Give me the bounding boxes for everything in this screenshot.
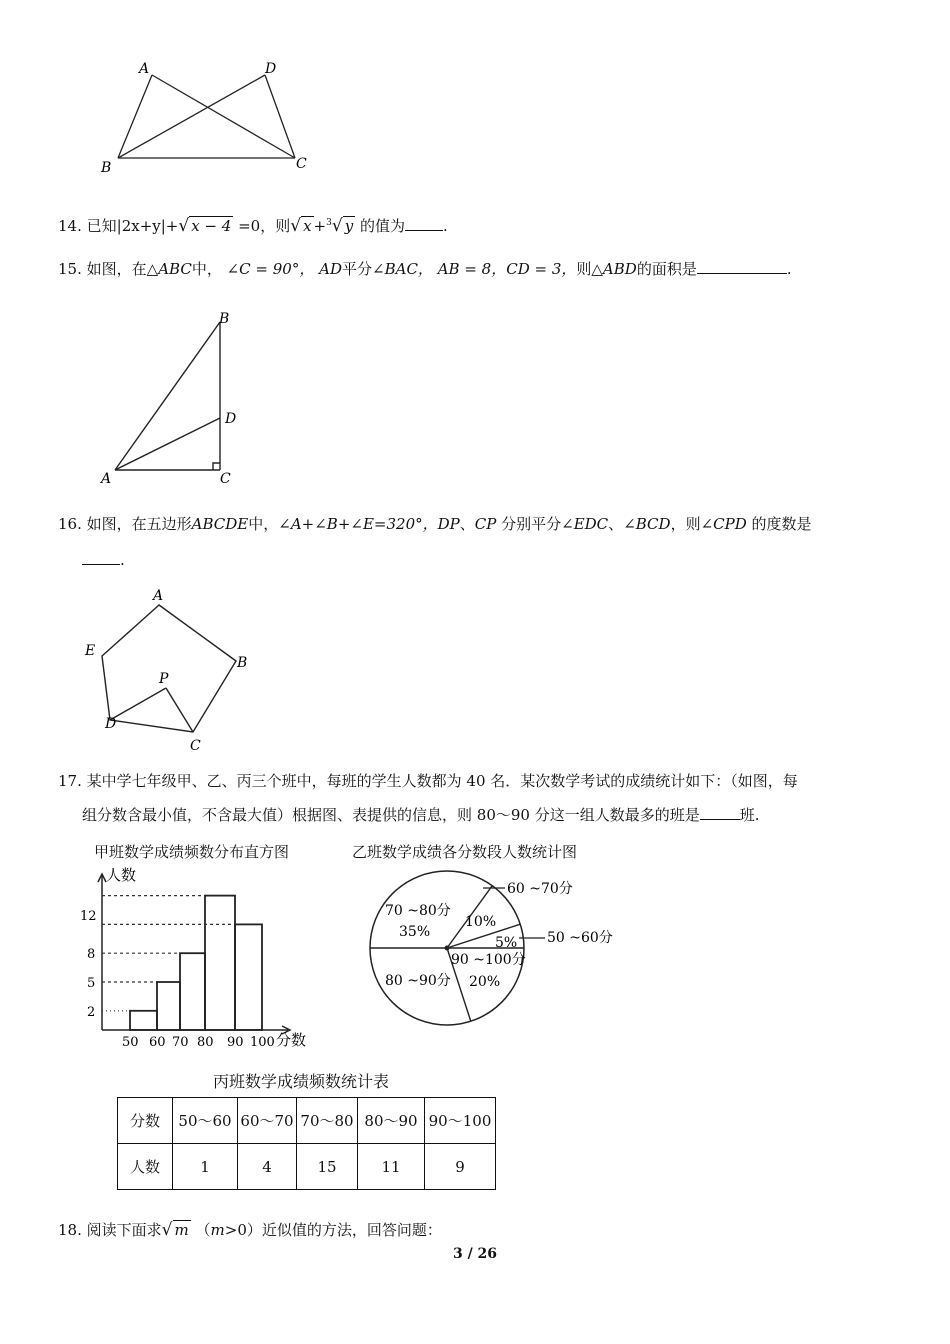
q14-text-post: 的值为 xyxy=(359,217,405,235)
question-number: 14. xyxy=(58,217,82,235)
answer-blank xyxy=(82,550,120,565)
q16-angle-cpd: ∠CPD xyxy=(700,515,747,533)
point-label-p: P xyxy=(159,671,169,687)
table-cell: 70～80 xyxy=(297,1098,358,1144)
q16-text-c: 分别平分 xyxy=(501,515,562,533)
q16-end: . xyxy=(120,551,125,569)
answer-blank xyxy=(697,259,787,274)
segment-bd xyxy=(118,75,265,158)
q16-angle-sum: ∠A+∠B+∠E=320°， xyxy=(278,515,438,533)
histogram-title: 甲班数学成绩频数分布直方图 xyxy=(94,843,290,861)
table-cell: 分数 xyxy=(118,1098,173,1144)
x-tick-label: 70 xyxy=(172,1035,189,1050)
table-cell: 人数 xyxy=(118,1144,173,1190)
q17-line-2-pre: 组分数含最小值，不含最大值）根据图、表提供的信息，则 80～90 分这一组人数最多的班是 xyxy=(82,806,700,824)
segment-cp xyxy=(166,688,193,732)
histogram-bar xyxy=(235,924,262,1030)
point-label-b: B xyxy=(101,160,112,176)
sqrt-symbol: √ xyxy=(331,216,343,236)
q16-sep: 、 xyxy=(459,515,475,533)
q17-line-1: 某中学七年级甲、乙、丙三个班中，每班的学生人数都为 40 名．某次数学考试的成绩统计如下：（如图，每 xyxy=(86,772,798,790)
q15-text-d: 则 xyxy=(576,260,592,278)
q16-angle-bcd: ∠BCD xyxy=(623,515,671,533)
figure-13-diagram xyxy=(95,55,325,180)
q16-cp: CP xyxy=(474,515,497,533)
sqrt-symbol: √ xyxy=(178,216,190,236)
sqrt-symbol: √ xyxy=(290,216,302,236)
q16-text-d: ，则 xyxy=(670,515,701,533)
q14-text-pre: 已知|2x+y|+ xyxy=(86,217,179,235)
q16-text-b: 中， xyxy=(248,515,279,533)
pie-slice-name: 90 ~100分 xyxy=(451,952,526,968)
q16-sep2: 、 xyxy=(608,515,624,533)
q17-line-2-post: 班. xyxy=(739,806,760,824)
q14-radicand-2: x xyxy=(303,217,312,235)
x-tick-label: 60 xyxy=(149,1035,166,1050)
q15-angle-c: ∠C = 90°， xyxy=(226,260,315,278)
point-label-c: C xyxy=(220,471,231,487)
right-angle-mark xyxy=(213,463,220,470)
answer-blank xyxy=(405,216,443,231)
q14-radicand-1: x − 4 xyxy=(191,217,232,235)
x-tick-label: 100 xyxy=(250,1035,275,1050)
q15-text-b: 中， xyxy=(191,260,222,278)
x-tick-label: 50 xyxy=(122,1035,139,1050)
question-15 xyxy=(58,258,792,280)
answer-blank xyxy=(700,805,740,820)
table-cell: 11 xyxy=(358,1144,425,1190)
table-cell: 9 xyxy=(425,1144,496,1190)
point-label-d: D xyxy=(105,716,117,732)
q15-text-c: 平分 xyxy=(342,260,373,278)
point-label-d: D xyxy=(265,61,277,77)
q14-plus: + xyxy=(313,217,327,235)
histogram-bar xyxy=(157,982,180,1030)
frequency-table xyxy=(117,1097,496,1190)
q16-text-e: 的度数是 xyxy=(751,515,812,533)
q15-text-a: 如图，在 xyxy=(86,260,147,278)
question-14 xyxy=(58,212,448,237)
q15-text-e: 的面积是 xyxy=(636,260,697,278)
question-number: 18. xyxy=(58,1221,82,1239)
table-cell: 1 xyxy=(173,1144,238,1190)
table-cell: 50～60 xyxy=(173,1098,238,1144)
y-axis-label: 人数 xyxy=(106,866,137,884)
q15-angle-bac: ∠BAC， xyxy=(372,260,433,278)
pie-chart-title: 乙班数学成绩各分数段人数统计图 xyxy=(352,843,578,861)
point-label-a: A xyxy=(101,471,112,487)
x-tick-label: 90 xyxy=(227,1035,244,1050)
y-tick-label: 2 xyxy=(87,1004,96,1020)
point-label-c: C xyxy=(296,156,307,172)
q18-cond-rest: >0）近似值的方法，回答问题： xyxy=(224,1221,442,1239)
table-cell: 90～100 xyxy=(425,1098,496,1144)
q16-dp: DP xyxy=(437,515,460,533)
segment-ab xyxy=(115,322,220,470)
table-cell: 15 xyxy=(297,1144,358,1190)
question-number: 16. xyxy=(58,515,82,533)
pie-slice-name: 60 ~70分 xyxy=(507,881,573,897)
table-header-row xyxy=(118,1098,496,1144)
pie-slice-percent: 5% xyxy=(495,935,518,951)
question-16 xyxy=(58,513,812,535)
point-label-a: A xyxy=(139,61,150,77)
histogram-bar xyxy=(205,896,235,1030)
segment-dc xyxy=(265,75,295,158)
histogram-bar xyxy=(130,1011,157,1030)
question-17 xyxy=(58,770,798,792)
pie-center xyxy=(445,946,450,951)
segment-ab xyxy=(118,75,152,158)
q15-end: . xyxy=(786,260,792,278)
pie-slice-percent: 35% xyxy=(399,924,431,940)
pie-slice-name: 50 ~60分 xyxy=(547,930,613,946)
q15-ab: AB = 8， xyxy=(437,260,507,278)
q15-triangle-abd: △ABD xyxy=(591,260,637,278)
figure-15-diagram xyxy=(95,300,255,495)
x-axis-label: 分数 xyxy=(276,1031,307,1049)
table-cell: 4 xyxy=(238,1144,297,1190)
y-tick-label: 8 xyxy=(87,947,96,963)
question-number: 17. xyxy=(58,772,82,790)
point-label-b: B xyxy=(219,311,230,327)
question-16-blank-line xyxy=(82,549,125,571)
point-label-e: E xyxy=(85,643,96,659)
q18-radicand: m xyxy=(174,1221,189,1239)
table-row xyxy=(118,1144,496,1190)
pie-slice-percent: 20% xyxy=(469,974,501,990)
y-tick-label: 12 xyxy=(80,908,97,924)
sqrt-symbol: √ xyxy=(161,1220,173,1240)
point-label-c: C xyxy=(190,738,201,754)
point-label-d: D xyxy=(225,411,237,427)
q16-text-a: 如图，在五边形 xyxy=(86,515,192,533)
pie-slice-percent: 10% xyxy=(465,914,497,930)
q14-text-mid: =0，则 xyxy=(238,217,291,235)
page-number: 3 / 26 xyxy=(452,1246,498,1262)
segment-ad xyxy=(115,418,220,470)
question-number: 15. xyxy=(58,260,82,278)
point-label-a: A xyxy=(153,588,164,604)
q15-ad: AD xyxy=(319,260,342,278)
pie-slice-name: 70 ~80分 xyxy=(385,903,451,919)
q14-radicand-3: y xyxy=(344,217,354,235)
histogram-chart xyxy=(60,862,340,1057)
q18-cond-m: m xyxy=(210,1221,225,1239)
y-tick-label: 5 xyxy=(87,976,96,991)
table-cell: 80～90 xyxy=(358,1098,425,1144)
cube-root-index: 3 xyxy=(326,218,332,228)
figure-16-diagram xyxy=(80,585,260,755)
table-title: 丙班数学成绩频数统计表 xyxy=(213,1072,390,1091)
histogram-bar xyxy=(180,953,205,1030)
q16-angle-edc: ∠EDC xyxy=(561,515,609,533)
x-tick-label: 80 xyxy=(197,1035,214,1050)
segment-ac xyxy=(152,75,295,158)
question-18 xyxy=(58,1219,442,1241)
q16-polygon: ABCDE xyxy=(191,515,249,533)
q15-cd: CD = 3， xyxy=(506,260,577,278)
q15-triangle-abc: △ABC xyxy=(146,260,192,278)
pie-chart xyxy=(360,862,630,1037)
q14-end: . xyxy=(442,217,448,235)
segment-dp xyxy=(110,688,166,720)
point-label-b: B xyxy=(237,655,248,671)
q18-text-pre: 阅读下面求 xyxy=(86,1221,162,1239)
table-cell: 60～70 xyxy=(238,1098,297,1144)
question-17-line-2 xyxy=(82,804,760,826)
pie-slice-name: 80 ~90分 xyxy=(385,973,451,989)
q18-cond-open: （ xyxy=(195,1221,211,1239)
